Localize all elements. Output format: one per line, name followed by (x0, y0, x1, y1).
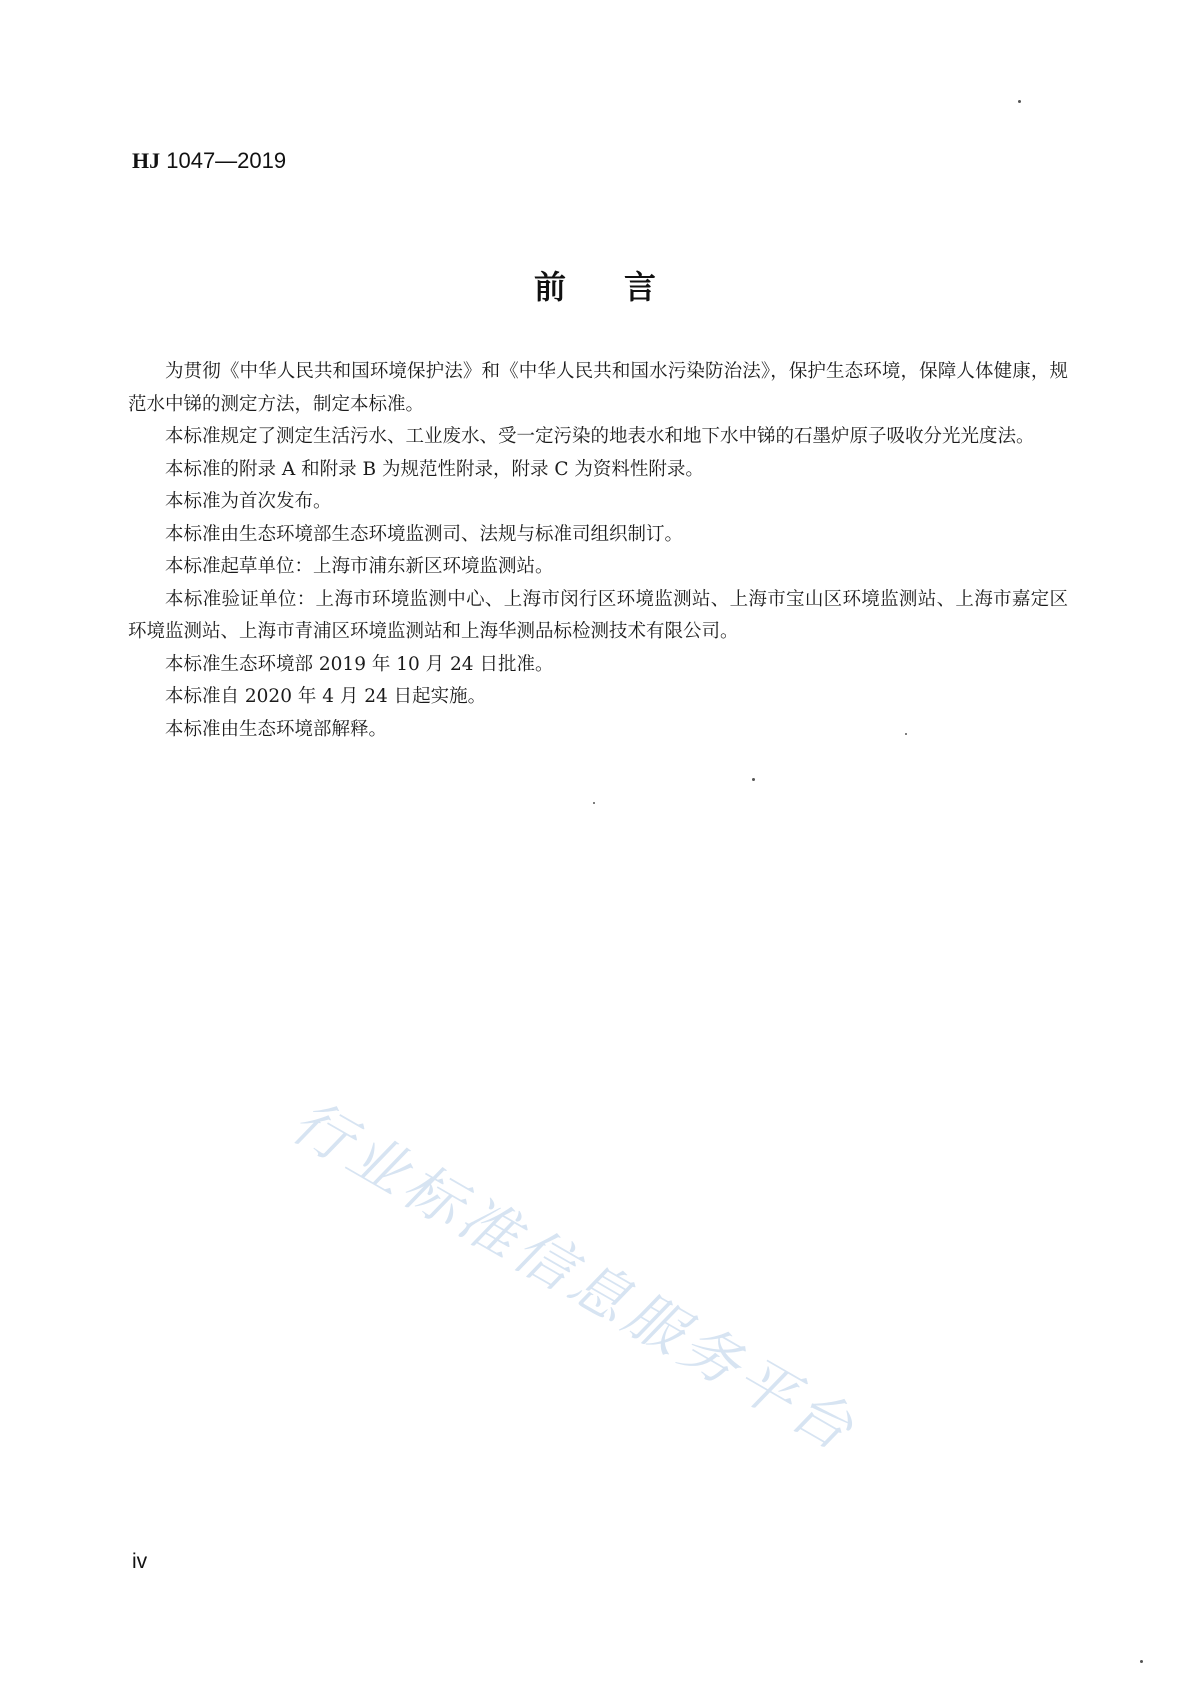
scan-speck (1018, 100, 1021, 103)
paragraph-purpose: 为贯彻《中华人民共和国环境保护法》和《中华人民共和国水污染防治法》，保护生态环境，保障人体健康，规范水中锑的测定方法，制定本标准。 (128, 361, 1068, 415)
paragraph-interpretation: 本标准由生态环境部解释。 (165, 718, 388, 740)
standard-number: 1047—2019 (160, 148, 287, 173)
scan-speck (752, 778, 755, 781)
paragraph-approval-date: 本标准生态环境部 2019 年 10 月 24 日批准。 (165, 653, 554, 675)
standard-code (132, 148, 286, 174)
page-number: iv (132, 1550, 148, 1573)
paragraph-effective-date: 本标准自 2020 年 4 月 24 日起实施。 (165, 686, 487, 707)
standard-prefix: HJ (132, 148, 161, 173)
scan-speck (593, 802, 595, 804)
paragraph-appendix: 本标准的附录 A 和附录 B 为规范性附录，附录 C 为资料性附录。 (165, 458, 704, 480)
preface-body (128, 356, 1068, 746)
scan-speck (905, 733, 907, 735)
scan-speck (1140, 1660, 1143, 1663)
paragraph-verification-units: 本标准验证单位：上海市环境监测中心、上海市闵行区环境监测站、上海市宝山区环境监测站、上海市嘉定区环境监测站、上海市青浦区环境监测站和上海华测品标检测技术有限公司。 (128, 588, 1068, 642)
paragraph-first-release: 本标准为首次发布。 (165, 491, 332, 512)
paragraph-organizer: 本标准由生态环境部生态环境监测司、法规与标准司组织制订。 (165, 523, 684, 545)
paragraph-drafting-unit: 本标准起草单位：上海市浦东新区环境监测站。 (165, 556, 554, 577)
page-title: 前言 (533, 268, 714, 306)
paragraph-scope: 本标准规定了测定生活污水、工业废水、受一定污染的地表水和地下水中锑的石墨炉原子吸收分光光度法。 (165, 426, 1035, 447)
watermark: 行业标准信息服务平台 (280, 1086, 869, 1466)
